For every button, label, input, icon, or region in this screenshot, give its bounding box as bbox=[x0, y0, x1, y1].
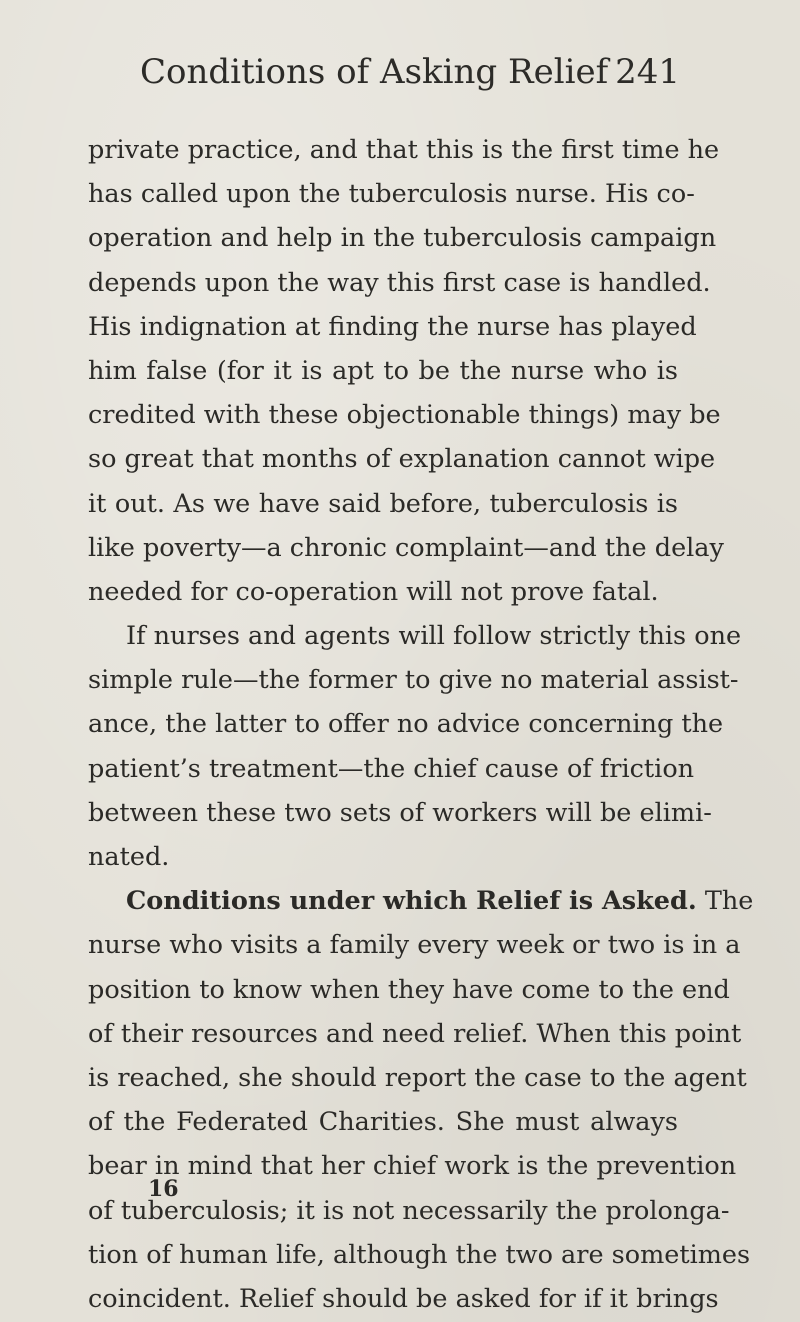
text-line: of the Federated Charities. She must always bbox=[88, 1107, 678, 1138]
signature-mark: 16 bbox=[148, 1176, 179, 1202]
text-line: of tuberculosis; it is not necessarily the prolonga- bbox=[88, 1195, 730, 1226]
text-line: credited with these objectionable things) may be bbox=[88, 400, 721, 431]
text-line: tion of human life, although the two are sometimes bbox=[88, 1239, 751, 1270]
text-line: has called upon the tuberculosis nurse. His co- bbox=[88, 179, 695, 210]
text-line: operation and help in the tuberculosis campaign bbox=[88, 223, 717, 254]
text-line: position to know when they have come to the end bbox=[88, 974, 730, 1005]
text-line: nurse who visits a family every week or two is in a bbox=[88, 930, 741, 961]
running-head-title: Conditions of Asking Relief bbox=[140, 52, 609, 92]
text-line: ance, the latter to offer no advice concerning the bbox=[88, 709, 724, 740]
text-line: like poverty—a chronic complaint—and the delay bbox=[88, 532, 724, 563]
text-line: simple rule—the former to give no material assist- bbox=[88, 665, 739, 696]
text-line: it out. As we have said before, tuberculosis is bbox=[88, 488, 678, 519]
section-heading-line bbox=[88, 879, 754, 923]
text-line: is reached, she should report the case to the agent bbox=[88, 1062, 747, 1093]
text-line: bear in mind that her chief work is the prevention bbox=[88, 1151, 737, 1182]
text-line: so great that months of explanation cannot wipe bbox=[88, 444, 716, 475]
text-line: between these two sets of workers will be elimi- bbox=[88, 797, 712, 828]
section-heading-continuation: The bbox=[704, 886, 754, 917]
text-line: needed for co-operation will not prove fatal. bbox=[88, 576, 659, 607]
body-text bbox=[88, 128, 754, 1321]
running-head bbox=[140, 48, 680, 96]
text-line: coincident. Relief should be asked for if it brings bbox=[88, 1283, 719, 1314]
text-line: of their resources and need relief. When this point bbox=[88, 1018, 742, 1049]
text-line: nated. bbox=[88, 842, 170, 872]
section-heading: Conditions under which Relief is Asked. bbox=[126, 886, 697, 917]
text-line: depends upon the way this first case is handled. bbox=[88, 267, 711, 298]
text-line: His indignation at finding the nurse has played bbox=[88, 311, 697, 342]
text-line: him false (for it is apt to be the nurse who is bbox=[88, 355, 678, 386]
text-line: patient’s treatment—the chief cause of friction bbox=[88, 753, 695, 784]
text-line: If nurses and agents will follow strictly this one bbox=[126, 621, 742, 652]
text-line: private practice, and that this is the first time he bbox=[88, 135, 720, 165]
page-number: 241 bbox=[615, 52, 680, 92]
